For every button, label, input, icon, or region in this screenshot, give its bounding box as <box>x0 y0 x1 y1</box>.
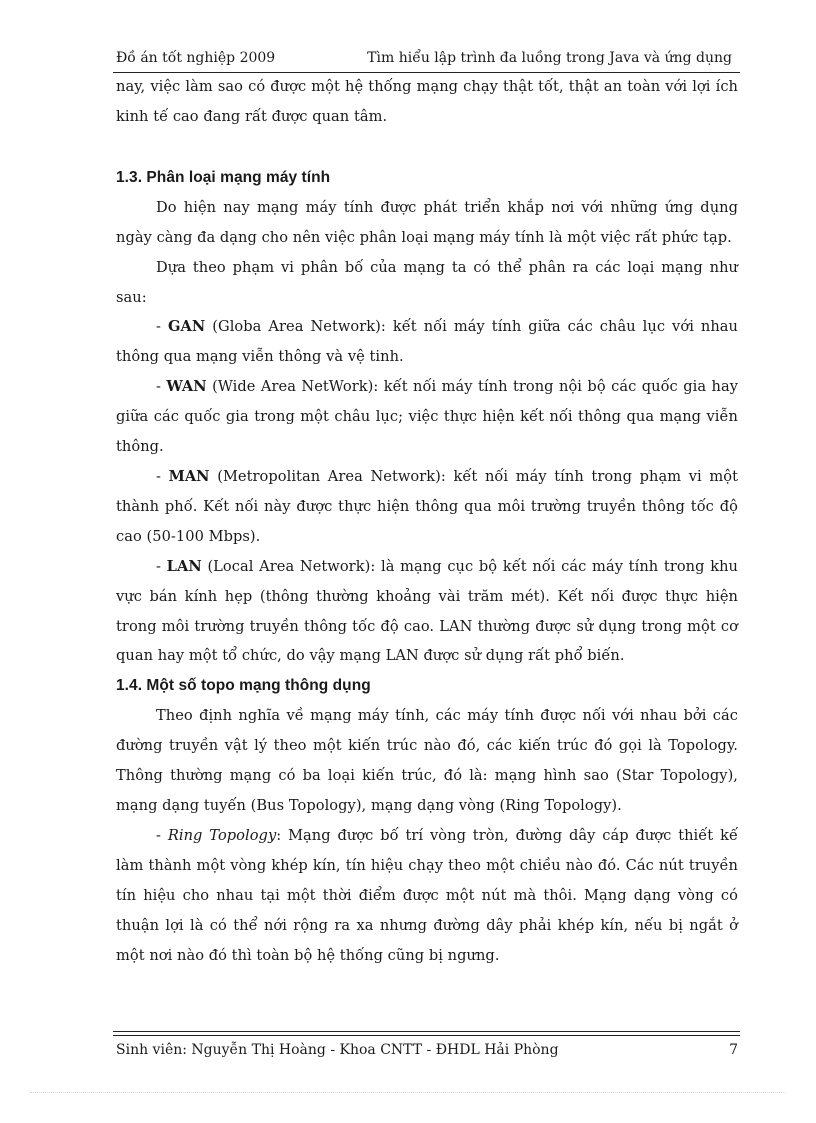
bullet-dash: - <box>156 318 168 336</box>
list-item-man <box>116 462 738 552</box>
lan-description: (Local Area Network): là mạng cục bộ kết nối các máy tính trong khu vực bán kính hẹp (thông thường khoảng vài trăm mét). Kết nối được thực hiện trong môi trường truyền thông tốc độ cao. LAN thường được sử dụng trong một cơ quan hay một tổ chức, do vậy mạng LAN được sử dụng rất phổ biến. <box>116 557 738 665</box>
term-man: MAN <box>168 467 210 485</box>
gan-description: (Globa Area Network): kết nối máy tính giữa các châu lục với nhau thông qua mạng viễn thông và vệ tinh. <box>116 318 738 366</box>
spacer <box>116 132 738 163</box>
bullet-dash: - <box>156 467 169 485</box>
term-wan: WAN <box>166 378 207 396</box>
list-item-lan <box>116 552 738 672</box>
body-text <box>116 72 738 970</box>
term-ring-topology: Ring Topology <box>167 826 277 844</box>
heading-1-3: 1.3. Phân loại mạng máy tính <box>116 168 331 186</box>
page-edge-divider <box>30 1092 786 1093</box>
man-description: (Metropolitan Area Network): kết nối máy tính trong phạm vi một thành phố. Kết nối này được thực hiện thông qua môi trường truyền thông tốc độ cao (50-100 Mbps). <box>116 467 739 545</box>
footer-rule <box>113 1035 740 1036</box>
page-header <box>116 50 736 70</box>
page-number: 7 <box>729 1042 738 1058</box>
paragraph-continuation: nay, việc làm sao có được một hệ thống mạng chạy thật tốt, thật an toàn với lợi ích kinh tế cao đang rất được quan tâm. <box>116 78 738 125</box>
footer-rule <box>113 1031 740 1032</box>
list-item-gan <box>116 312 738 372</box>
bullet-dash: - <box>156 378 167 396</box>
bullet-dash: - <box>156 826 168 844</box>
list-item-ring-topology <box>116 821 738 971</box>
header-right: Tìm hiểu lập trình đa luồng trong Java và ứng dụng <box>367 50 732 66</box>
list-item-wan <box>116 372 738 462</box>
ring-description: : Mạng được bố trí vòng tròn, đường dây cáp được thiết kế làm thành một vòng khép kín, tín hiệu chạy theo một chiều nào đó. Các nút truyền tín hiệu cho nhau tại một thời điểm được một nút mà thôi. Mạng dạng vòng có thuận lợi là có thể nới rộng ra xa nhưng đường dây phải khép kín, nếu bị ngắt ở một nơi nào đó thì toàn bộ hệ thống cũng bị ngưng. <box>116 826 738 964</box>
paragraph-topology-intro: Theo định nghĩa về mạng máy tính, các máy tính được nối với nhau bởi các đường truyền vật lý theo một kiến trúc nào đó, các kiến trúc đó gọi là Topology. Thông thường mạng có ba loại kiến trúc, đó là: mạng hình sao (Star Topology), mạng dạng tuyến (Bus Topology), mạng dạng vòng (Ring Topology). <box>116 707 738 815</box>
term-gan: GAN <box>167 318 206 336</box>
wan-description: (Wide Area NetWork): kết nối máy tính trong nội bộ các quốc gia hay giữa các quốc gia trong một châu lục; việc thực hiện kết nối thông qua mạng viễn thông. <box>116 378 738 456</box>
paragraph-classification-basis: Dựa theo phạm vi phân bố của mạng ta có thể phân ra các loại mạng như sau: <box>116 258 738 306</box>
bullet-dash: - <box>156 557 167 575</box>
paragraph-classification-intro: Do hiện nay mạng máy tính được phát triển khắp nơi với những ứng dụng ngày càng đa dạng cho nên việc phân loại mạng máy tính là một việc rất phức tạp. <box>116 198 738 246</box>
header-left: Đồ án tốt nghiệp 2009 <box>116 50 276 66</box>
footer-author: Sinh viên: Nguyễn Thị Hoàng - Khoa CNTT - ĐHDL Hải Phòng <box>116 1042 559 1058</box>
term-lan: LAN <box>166 557 202 575</box>
heading-1-4: 1.4. Một số topo mạng thông dụng <box>116 677 371 695</box>
